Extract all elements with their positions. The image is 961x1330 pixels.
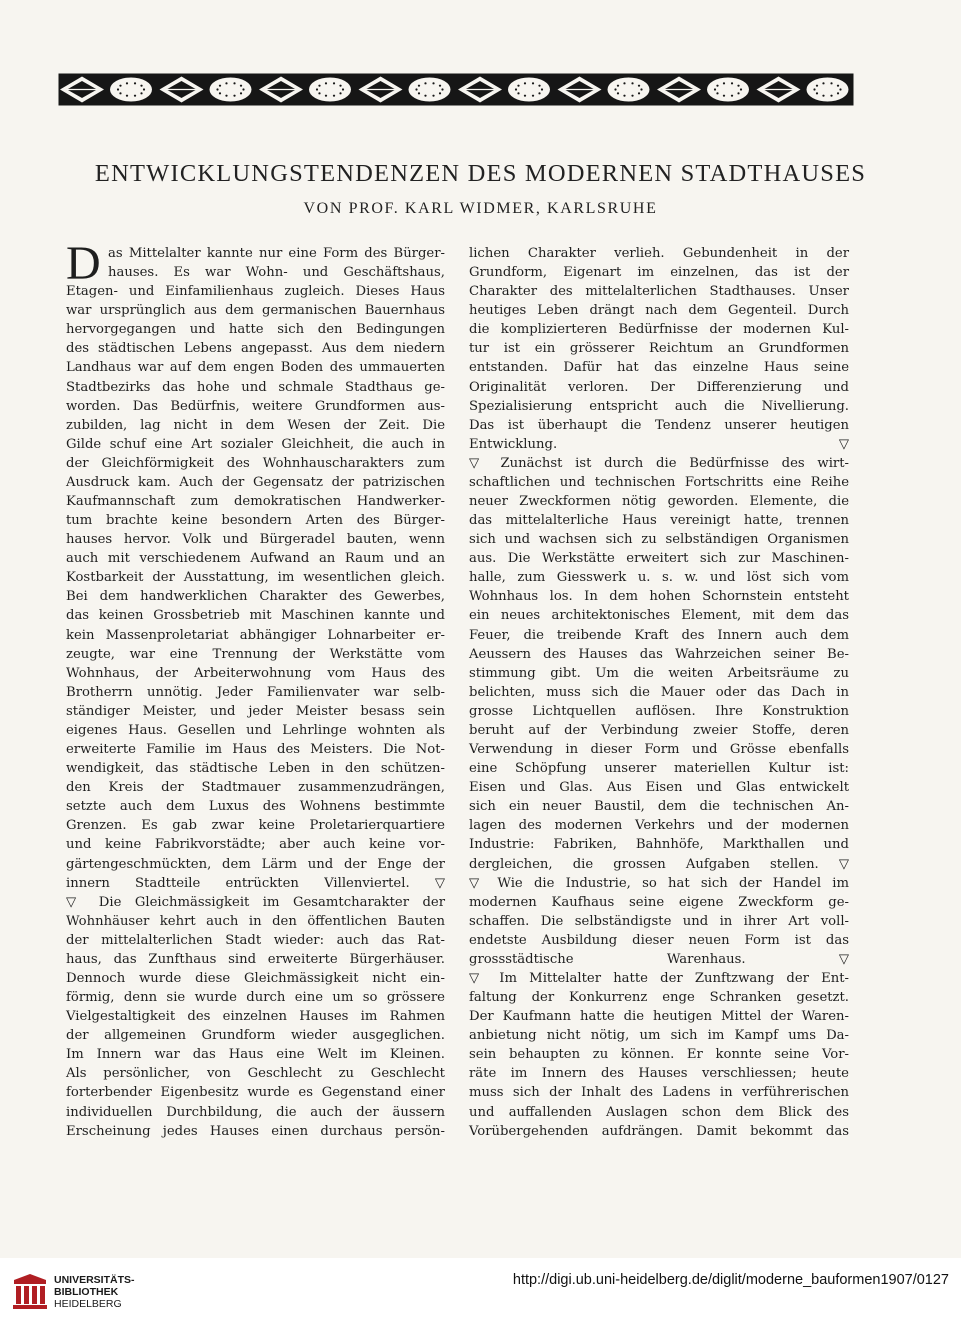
ornament-oval	[409, 78, 451, 102]
ornament-dot	[134, 82, 136, 84]
ornament-dot	[318, 92, 320, 94]
text-line: aus. Die Werkstätte erweitert sich zur Maschinen-	[469, 551, 849, 567]
text-line: hervorgegangen und hatte sich den Bedingungen	[66, 322, 445, 338]
ornament-dot	[140, 92, 142, 94]
text-line: Bei dem handwerklichen Charakter des Gewerbes,	[66, 589, 445, 605]
source-url-link[interactable]: http://digi.ub.uni-heidelberg.de/diglit/moderne_bauformen1907/0127	[512, 1272, 949, 1288]
text-line: erweiterte Familie im Haus des Meisters. Die Not-	[66, 742, 445, 758]
text-line: die komplizierteren Bedürfnisse der modernen Kul-	[469, 322, 849, 338]
ornament-dot	[822, 95, 824, 97]
ornament-dot	[714, 88, 716, 90]
ornament-dot	[631, 82, 633, 84]
ornament-dot	[325, 82, 327, 84]
ornament-dot	[219, 85, 221, 87]
text-line: Verwendung in dieser Form und Grösse ebenfalls	[469, 742, 849, 758]
ornament-dot	[813, 88, 815, 90]
ornament-dot	[517, 92, 519, 94]
ornament-dot	[119, 92, 121, 94]
ornament-dot	[816, 85, 818, 87]
text-line: schaffen. Die selbständigste und in ihrer Art voll-	[469, 913, 849, 929]
ornament-dot	[538, 85, 540, 87]
text-line: Industrie: Fabriken, Bahnhöfe, Markthallen und	[469, 837, 849, 853]
text-line: Grundform, Eigenart im einzelnen, das ist der	[469, 265, 849, 281]
text-line: lagen des modernen Verkehrs und der modernen	[469, 818, 849, 834]
ornament-dot	[532, 82, 534, 84]
ornament-dot	[140, 85, 142, 87]
ornament-dot	[418, 85, 420, 87]
ornament-dot	[538, 92, 540, 94]
ornament-dot	[134, 95, 136, 97]
text-line: muss sich der Inhalt des Ladens in verführerischen	[469, 1085, 849, 1101]
text-line: Vorübergehenden aufdrängen. Damit bekommt das	[469, 1123, 849, 1139]
text-line: Grenzen. Es gab zwar keine Proletarierquartiere	[66, 818, 445, 834]
ornament-dot	[830, 95, 832, 97]
text-line: Im Innern war das Haus eine Welt im Kleinen.	[66, 1047, 445, 1063]
text-line: Entwicklung. ▽	[469, 436, 849, 452]
text-line: endetste Ausbildung dieser neuen Form ist das	[469, 932, 849, 948]
text-line: Dennoch wurde diese Gleichmässigkeit nicht ein-	[66, 970, 445, 986]
text-line: innern Stadtteile entrückten Villenviertel. ▽	[66, 875, 445, 891]
text-line: ▽ Wie die Industrie, so hat sich der Handel im	[469, 875, 849, 891]
text-line: eigenes Haus. Gesellen und Lehrlinge wohnten als	[66, 722, 445, 738]
ornament-dot	[517, 85, 519, 87]
ornament-dot	[524, 95, 526, 97]
ornament-dot	[333, 95, 335, 97]
ornament-dot	[233, 82, 235, 84]
ornament-dot	[216, 88, 218, 90]
ornament-dot	[830, 82, 832, 84]
ornament-dot	[441, 88, 443, 90]
ornament-dot	[638, 92, 640, 94]
text-line: haus, das Zunfthaus sind erweiterte Bürgerhäuser.	[66, 951, 445, 967]
text-line: Charakter des mittelalterlichen Stadthauses. Unser	[469, 284, 849, 300]
text-line: der allgemeinen Grundform wieder ausgeglichen.	[66, 1028, 445, 1044]
ornament-dot	[143, 88, 145, 90]
ornament-dot	[424, 95, 426, 97]
text-line: Wohnhäuser kehrt auch in den öffentlichen Bauten	[66, 913, 445, 929]
text-line: und auffallenden Auslagen schon dem Blick des	[469, 1104, 849, 1120]
ornament-dot	[737, 92, 739, 94]
library-name-line: HEIDELBERG	[54, 1298, 122, 1310]
ornament-dot	[225, 95, 227, 97]
text-line: grossstädtische Warenhaus. ▽	[469, 951, 849, 967]
text-line: sich und wachsen sich zu selbständigen Organismen	[469, 532, 849, 548]
ornament-oval	[309, 78, 351, 102]
ornament-dot	[233, 95, 235, 97]
ornament-dot	[316, 88, 318, 90]
text-line: Erscheinung jedes Hauses einen durchaus persön-	[66, 1123, 445, 1139]
ornament-dot	[119, 85, 121, 87]
text-line: neuer Zweckformen nötig geworden. Elemente, die	[469, 494, 849, 510]
text-line: anbietung nicht nötig, um sich im Kampf ums Da-	[469, 1028, 849, 1044]
text-line: Der Kaufmann hatte die heutigen Mittel der Waren-	[469, 1009, 849, 1025]
ornament-dot	[126, 95, 128, 97]
ornament-dot	[117, 88, 119, 90]
ornament-oval	[110, 78, 152, 102]
text-line: belichten, muss sich die Mauer oder das Dach in	[469, 684, 849, 700]
ornament-dot	[418, 92, 420, 94]
text-line: förmig, denn sie wurde durch eine um so grössere	[66, 990, 445, 1006]
text-line: Eisen und Glas. Aus Eisen und Glas entwickelt	[469, 780, 849, 796]
ornament-dot	[415, 88, 417, 90]
text-line: zeugte, war eine Trennung der Werkstätte vom	[66, 646, 445, 662]
ornament-dot	[716, 85, 718, 87]
text-line: das mittelalterliche Haus vereinigt hatte, trennen	[469, 513, 849, 529]
text-line: sein behaupten zu können. Er konnte seine Vor-	[469, 1047, 849, 1063]
text-line: kein Massenproletariat abhängiger Lohnarbeiter er-	[66, 627, 445, 643]
ornament-dot	[219, 92, 221, 94]
text-line: Spezialisierung entspricht auch die Nivellierung.	[469, 398, 849, 414]
ornament-dot	[240, 92, 242, 94]
text-line: tum brachte keine besondern Arten des Bürger-	[66, 513, 445, 529]
library-name-line: UNIVERSITÄTS-	[54, 1274, 135, 1286]
text-column-left	[66, 237, 445, 1141]
ornament-dot	[617, 85, 619, 87]
ornament-dot	[614, 88, 616, 90]
text-line: Kaufmannschaft zum demokratischen Handwerker-	[66, 494, 445, 510]
text-line: grosse Lichtquellen auflösen. Ihre Konstruktion	[469, 703, 849, 719]
text-line: Gilde schuf eine Art sozialer Gleichheit, die auch in	[66, 436, 445, 452]
text-line: und keine Fabrikvorstädte; aber auch keine vor-	[66, 837, 445, 853]
ornament-dot	[240, 85, 242, 87]
text-line: heutiges Leben drängt nach dem Gegenteil. Durch	[469, 303, 849, 319]
text-line: stimmung gibt. Um die weiten Arbeitsräume zu	[469, 665, 849, 681]
text-line: Etagen- und Einfamilienhaus zugleich. Dieses Haus	[66, 284, 445, 300]
ornament-dot	[740, 88, 742, 90]
library-logo-icon	[10, 1272, 50, 1312]
ornament-dot	[318, 85, 320, 87]
ornament-dot	[640, 88, 642, 90]
ornament-dot	[424, 82, 426, 84]
text-line: Stadtbezirks das hohe und schmale Stadthaus ge-	[66, 379, 445, 395]
text-column-right	[469, 244, 849, 1141]
ornament-dot	[225, 82, 227, 84]
ornament-dot	[432, 82, 434, 84]
text-line: des städtischen Lebens angepasst. Aus dem niedern	[66, 341, 445, 357]
library-name	[54, 1274, 135, 1310]
text-line: schaftlichen und technischen Fortschritts eine Reihe	[469, 474, 849, 490]
ornament-dot	[541, 88, 543, 90]
ornament-dot	[623, 95, 625, 97]
ornament-dot	[439, 92, 441, 94]
text-line: auch mit verschiedenem Aufwand an Raum und an	[66, 551, 445, 567]
text-line: forterbender Eigenbesitz wurde es Gegenstand einer	[66, 1085, 445, 1101]
ornament-dot	[524, 82, 526, 84]
text-line: lichen Charakter verlieh. Gebundenheit in der	[469, 246, 849, 261]
ornament-border	[58, 73, 854, 106]
ornament-dot	[737, 85, 739, 87]
text-line: Als persönlicher, von Geschlecht zu Geschlecht	[66, 1066, 445, 1082]
text-line: worden. Das Bedürfnis, weitere Grundformen aus-	[66, 398, 445, 414]
ornament-oval	[707, 78, 749, 102]
text-line: Aeussern des Hauses das Wahrzeichen seiner Be-	[469, 646, 849, 662]
text-line: dergleichen, die grossen Aufgaben stellen. ▽	[469, 856, 849, 872]
text-line: räte im Innern des Hauses verschliessen; heute	[469, 1066, 849, 1082]
text-line: Ausdruck kam. Auch der Gegensatz der patrizischen	[66, 474, 445, 490]
ornament-dot	[325, 95, 327, 97]
text-line: Kostbarkeit der Ausstattung, im wesentlichen gleich.	[66, 570, 445, 586]
ornament-dot	[839, 88, 841, 90]
ornament-dot	[631, 95, 633, 97]
text-line: Landhaus war auf dem engen Boden des ummauerten	[66, 360, 445, 376]
ornament-dot	[816, 92, 818, 94]
ornament-dot	[731, 82, 733, 84]
text-line: Wohnhaus los. In dem hohen Schornstein entsteht	[469, 589, 849, 605]
text-line: tur ist ein grösserer Reichtum an Grundformen	[469, 341, 849, 357]
text-line: Originalität verloren. Der Differenzierung und	[469, 379, 849, 395]
text-line: entstanden. Dafür hat das einzelne Haus seine	[469, 360, 849, 376]
text-line: hauses hervor. Volk und Bürgeradel bauten, wenn	[66, 532, 445, 548]
text-line: ▽ Zunächst ist durch die Bedürfnisse des wirt-	[469, 455, 849, 471]
article-title: ENTWICKLUNGSTENDENZEN DES MODERNEN STADTHAUSES	[94, 160, 867, 187]
ornament-dot	[638, 85, 640, 87]
ornament-dot	[342, 88, 344, 90]
text-line: faltung der Konkurrenz enge Schranken gesetzt.	[469, 990, 849, 1006]
ornament-dot	[623, 82, 625, 84]
text-line: ▽ Im Mittelalter hatte der Zunftzwang der Ent-	[469, 970, 849, 986]
ornament-dot	[837, 85, 839, 87]
text-line: Wohnhaus, der Arbeiterwohnung vom Haus des	[66, 665, 445, 681]
text-line: den Kreis der Stadtmauer zusammenzudrängen,	[66, 780, 445, 796]
ornament-dot	[515, 88, 517, 90]
text-line: ▽ Die Gleichmässigkeit im Gesamtcharakter der	[66, 894, 445, 910]
text-line: as Mittelalter kannte nur eine Form des Bürger-	[108, 246, 445, 261]
text-line: modernen Kaufhaus seine eigene Zweckform ge-	[469, 894, 849, 910]
ornament-dot	[837, 92, 839, 94]
text-line: der Gleichförmigkeit des Wohnhauscharakters zum	[66, 455, 445, 471]
library-footer	[0, 1258, 961, 1330]
ornament-oval	[807, 78, 849, 102]
text-line: ein neues architektonisches Element, mit dem das	[469, 608, 849, 624]
ornament-oval	[210, 78, 252, 102]
text-line: Brotherrn unnötig. Jeder Familienvater war selb-	[66, 684, 445, 700]
text-line: sich ein neuer Baustil, dem die technischen An-	[469, 799, 849, 815]
text-line: das keinen Grossbetrieb mit Maschinen kannte und	[66, 608, 445, 624]
ornament-oval	[608, 78, 650, 102]
text-line: setzte auch dem Luxus des Wohnens bestimmte	[66, 799, 445, 815]
ornament-dot	[617, 92, 619, 94]
ornament-dot	[339, 92, 341, 94]
ornament-dot	[532, 95, 534, 97]
text-line: halle, zum Giesswerk u. s. w. und löst sich vom	[469, 570, 849, 586]
ornament-dot	[333, 82, 335, 84]
ornament-dot	[716, 92, 718, 94]
text-line: ständiger Meister, und jeder Meister besass sein	[66, 703, 445, 719]
ornament-dot	[731, 95, 733, 97]
text-line: beruht auf der Verbindung zweier Stoffe, deren	[469, 722, 849, 738]
text-line: individuellen Durchbildung, die auch der äussern	[66, 1104, 445, 1120]
text-line: Vielgestaltigkeit des einzelnen Hauses im Rahmen	[66, 1009, 445, 1025]
ornament-dot	[723, 82, 725, 84]
ornament-dot	[822, 82, 824, 84]
drop-cap: D	[66, 237, 101, 290]
ornament-dot	[432, 95, 434, 97]
text-line: hauses. Es war Wohn- und Geschäftshaus,	[108, 265, 445, 281]
text-line: Feuer, die treibende Kraft des Innern auch dem	[469, 627, 849, 643]
ornament-dot	[339, 85, 341, 87]
ornament-dot	[723, 95, 725, 97]
text-line: eine Schöpfung unserer materiellen Kultur ist:	[469, 761, 849, 777]
ornament-oval	[508, 78, 550, 102]
article-byline: VON PROF. KARL WIDMER, KARLSRUHE	[303, 200, 658, 217]
library-name-line: BIBLIOTHEK	[54, 1286, 119, 1298]
text-line: war ursprünglich aus dem germanischen Bauernhaus	[66, 303, 445, 319]
text-line: gärtengeschmückten, dem Lärm und der Enge der	[66, 856, 445, 872]
text-line: Das ist überhaupt die Tendenz unserer heutigen	[469, 417, 849, 433]
text-line: zubilden, lag nicht in dem Wesen der Zeit. Die	[66, 417, 445, 433]
text-line: wendigkeit, das städtische Leben in den schützen-	[66, 761, 445, 777]
ornament-dot	[439, 85, 441, 87]
ornament-dot	[242, 88, 244, 90]
ornament-dot	[126, 82, 128, 84]
text-line: der mittelalterlichen Stadt wieder: auch das Rat-	[66, 932, 445, 948]
